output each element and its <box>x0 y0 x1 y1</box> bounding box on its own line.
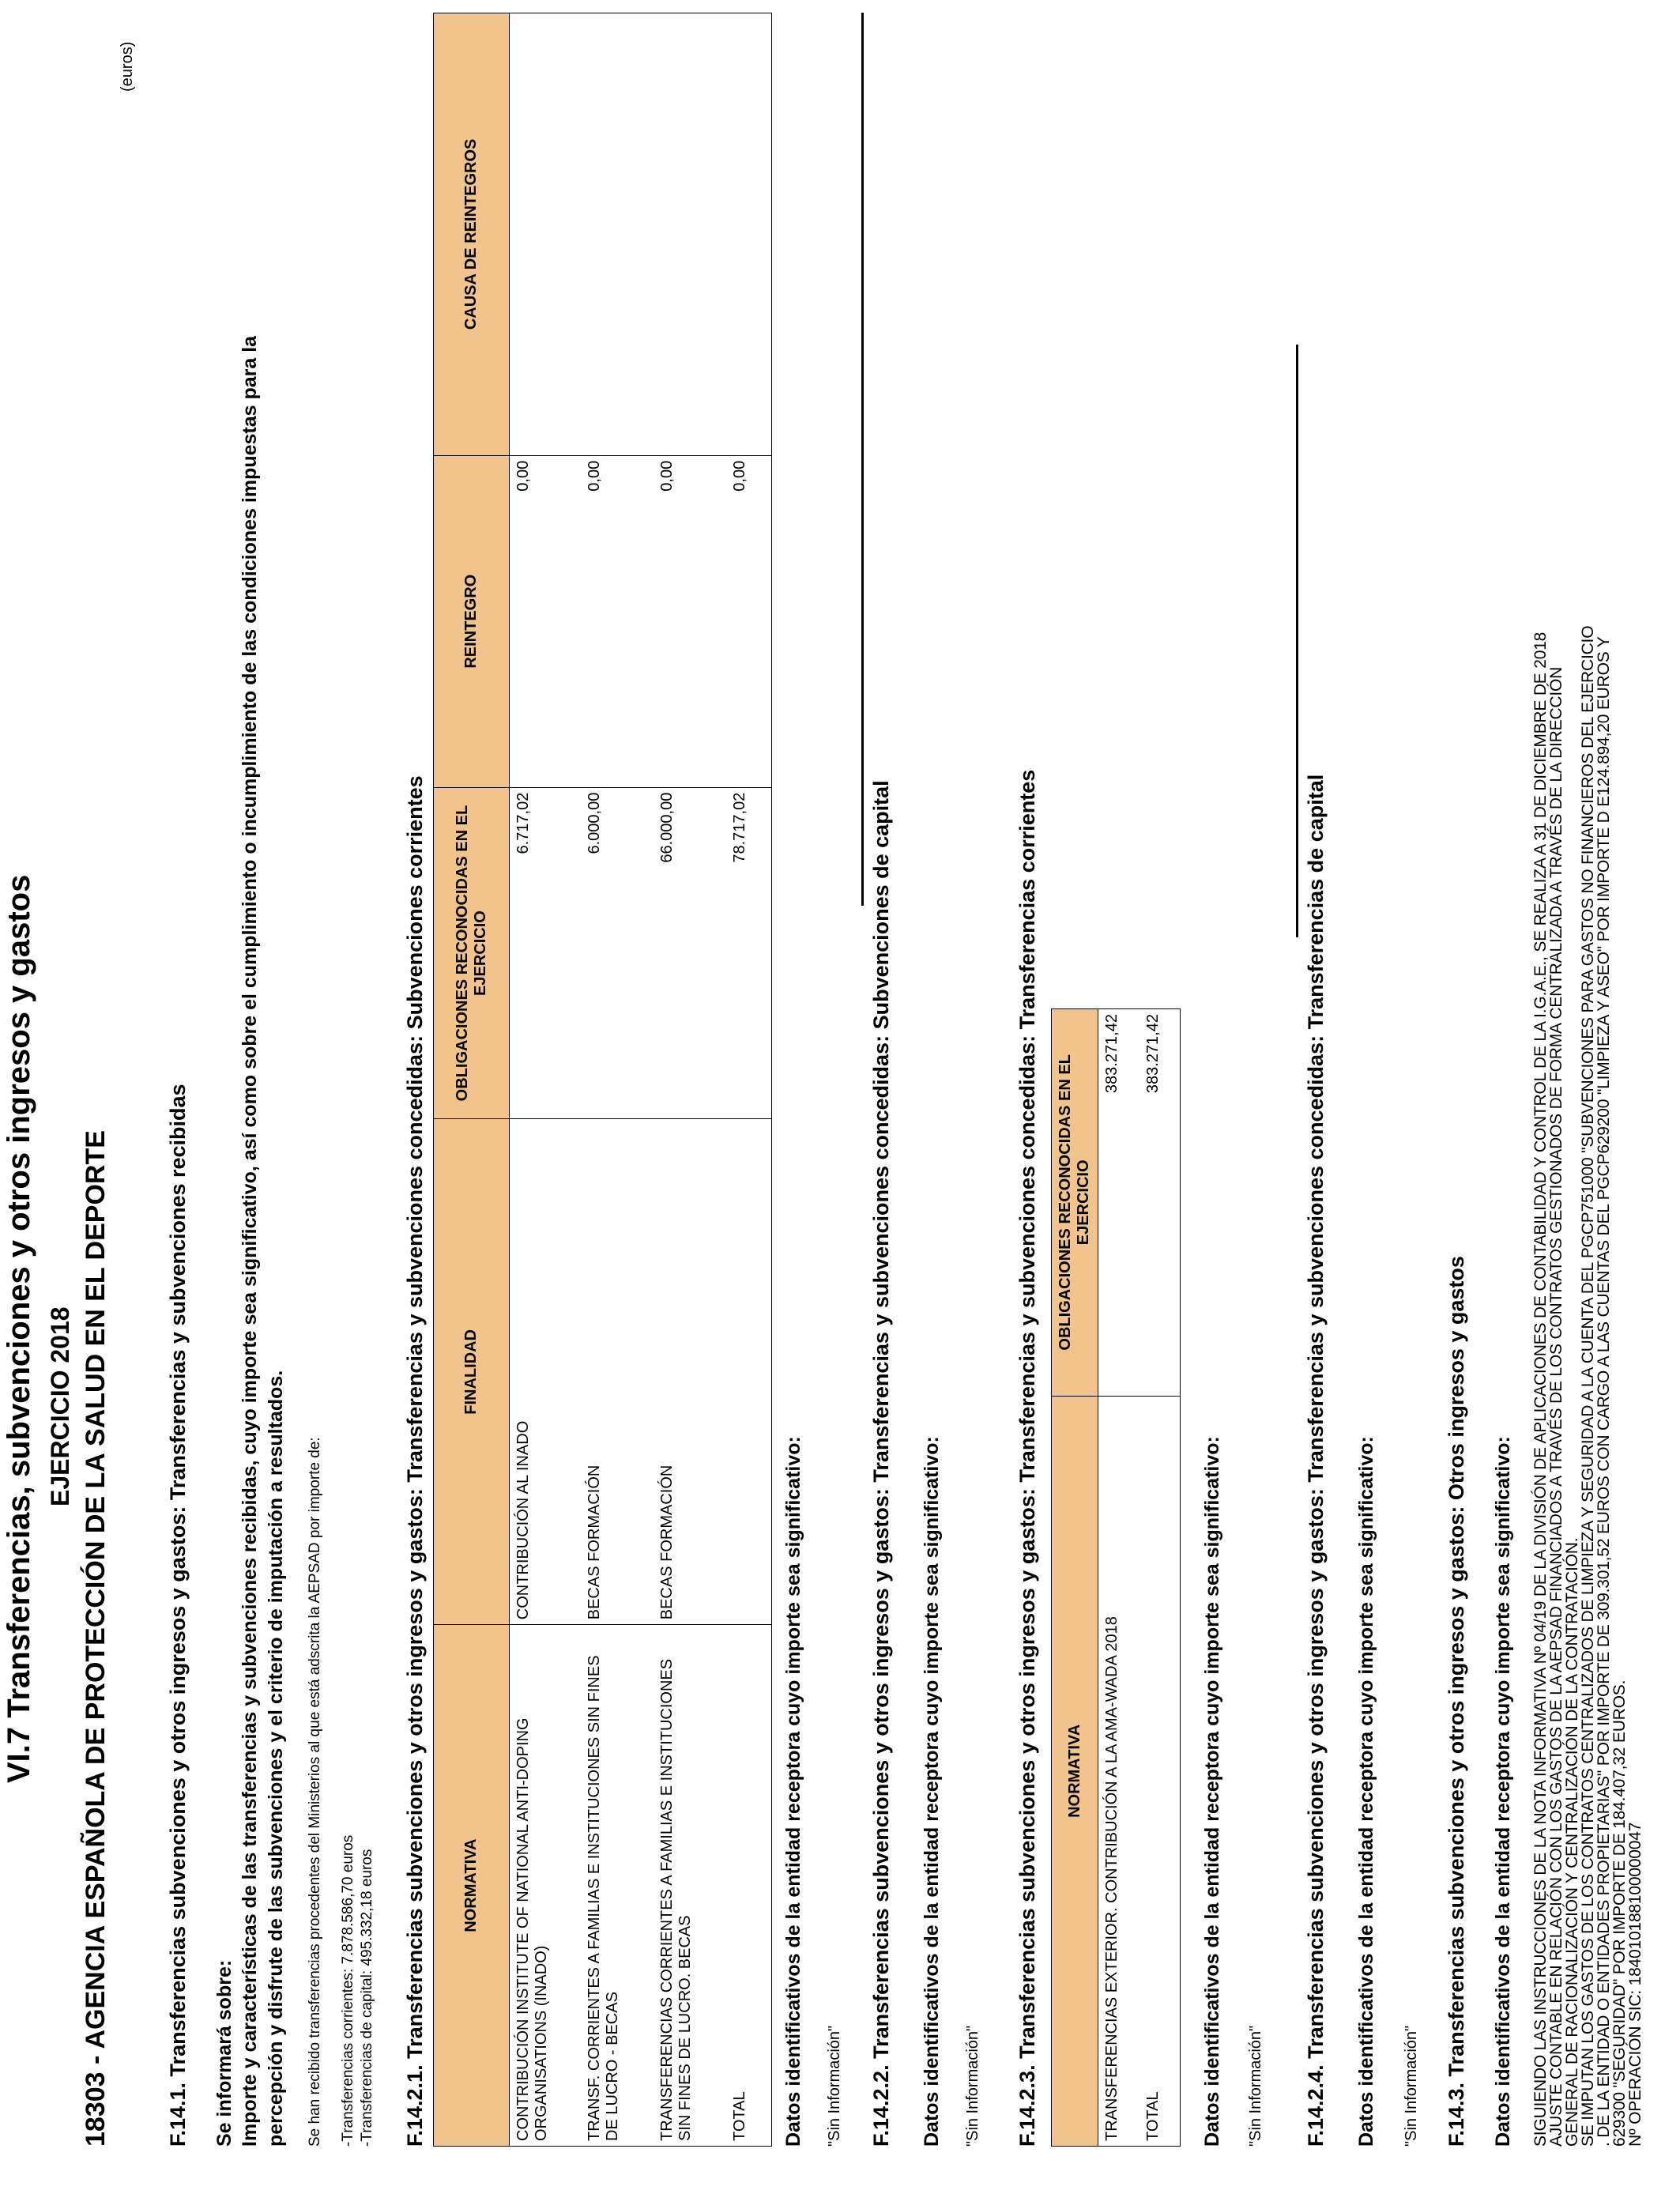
cell-obligaciones: 66.000,00 <box>654 787 726 1119</box>
total-label: TOTAL <box>726 1625 772 2147</box>
total-reintegro: 0,00 <box>726 455 772 787</box>
f1421-header-row <box>434 13 510 2147</box>
f141-heading: F.14.1. Transferencias subvenciones y otros ingresos y gastos: Transferencias y subvenciones recibidas <box>166 1084 190 2147</box>
cell-reintegro: 0,00 <box>654 455 726 787</box>
note-line: . DE LA ENTIDAD O ENTIDADES PROPIETARIAS" POR IMPORTE DE 309.301,52 EUROS CON CARGO A LAS CUENTAS DEL PGCP629200 "LIMPIEZA Y ASEO" POR IMPORTE D E124.894,20 EUROS Y <box>1595 636 1613 2147</box>
f1424-sin-info: "Sin Información" <box>1403 2025 1420 2147</box>
total-causa <box>726 13 772 456</box>
table-row <box>654 13 726 2147</box>
cell-obligaciones: 6.000,00 <box>581 787 654 1119</box>
note-line: GENERAL DE RACIONALIZACIÓN Y CENTRALIZACIÓN DE LA CONTRATACIÓN. <box>1563 1537 1581 2147</box>
f1421-sin-info: "Sin Información" <box>826 2025 843 2147</box>
table-row <box>581 13 654 2147</box>
f141-capital: -Transferencias de capital: 495.332,18 euros <box>359 1849 375 2147</box>
total-row <box>1139 1009 1181 2147</box>
table-row <box>510 13 581 2147</box>
f1421-table <box>433 13 772 2147</box>
f1423-header-row <box>1052 1009 1098 2147</box>
total-finalidad <box>726 1119 772 1625</box>
cell-obligaciones: 383.271,42 <box>1098 1009 1139 1397</box>
col-normativa: NORMATIVA <box>1052 1396 1098 2146</box>
ejercicio-label: EJERCICIO 2018 <box>46 1306 74 1506</box>
cell-causa <box>510 13 581 456</box>
f1422-sin-info: "Sin Información" <box>964 2025 981 2147</box>
col-obligaciones: OBLIGACIONES RECONOCIDAS EN EL EJERCICIO <box>434 787 510 1119</box>
note-line: AJUSTE CONTABLE EN RELACIÓN CON LOS GASTOS DE LA AEPSAD FINANCIADOS A TRAVÉS DE LOS CONTRATOS GESTIONADOS DE FORMA CENTRALIZADA A TRAVÉS DE LA DIRECCIÓN <box>1547 666 1565 2147</box>
divider <box>1296 345 1298 937</box>
f1424-datos-label: Datos identificativos de la entidad receptora cuyo importe sea significativo: <box>1355 1436 1377 2147</box>
f1423-heading: F.14.2.3. Transferencias subvenciones y otros ingresos y gastos: Transferencias y subvenciones concedidas: Transferencias corrientes <box>1015 769 1039 2147</box>
cell-reintegro: 0,00 <box>510 455 581 787</box>
col-causa: CAUSA DE REINTEGROS <box>434 13 510 456</box>
organismo-title: 18303 - AGENCIA ESPAÑOLA DE PROTECCIÓN DE LA SALUD EN EL DEPORTE <box>81 1130 111 2147</box>
note-line: Nº OPERACIÓN SIC: 184010188100000047 <box>1626 1822 1644 2147</box>
f1424-heading: F.14.2.4. Transferencias subvenciones y otros ingresos y gastos: Transferencias y subvenciones concedidas: Transferencias de capital <box>1304 774 1328 2147</box>
cell-obligaciones: 6.717,02 <box>510 787 581 1119</box>
total-obligaciones: 383.271,42 <box>1139 1009 1181 1397</box>
cell-finalidad: BECAS FORMACIÓN <box>581 1119 654 1625</box>
f143-heading: F.14.3. Transferencias subvenciones y otros ingresos y gastos: Otros ingresos y gastos <box>1445 1256 1468 2147</box>
cell-normativa: TRANSFERENCIAS CORRIENTES A FAMILIAS E INSTITUCIONES SIN FINES DE LUCRO. BECAS <box>654 1625 726 2147</box>
page-title: VI.7 Transferencias, subvenciones y otros ingresos y gastos <box>2 874 36 1783</box>
units-label: (euros) <box>119 41 136 92</box>
f1423-datos-label: Datos identificativos de la entidad receptora cuyo importe sea significativo: <box>1201 1436 1223 2147</box>
cell-finalidad: CONTRIBUCIÓN AL INADO <box>510 1119 581 1625</box>
total-row <box>726 13 772 2147</box>
f1422-datos-label: Datos identificativos de la entidad receptora cuyo importe sea significativo: <box>921 1436 943 2147</box>
f1421-heading: F.14.2.1. Transferencias subvenciones y otros ingresos y gastos: Transferencias y subvenciones concedidas: Subvenciones corrientes <box>403 775 427 2147</box>
note-line: 629300 "SEGURIDAD" POR IMPORTE DE 184.407,32 EUROS. <box>1610 1679 1629 2147</box>
f1422-heading: F.14.2.2. Transferencias subvenciones y otros ingresos y gastos: Transferencias y subvenciones concedidas: Subvenciones de capital <box>869 780 893 2147</box>
f1423-table <box>1051 1008 1181 2147</box>
col-obligaciones: OBLIGACIONES RECONOCIDAS EN EL EJERCICIO <box>1052 1009 1098 1397</box>
note-line: SIGUIENDO LAS INSTRUCCIONES DE LA NOTA INFORMATIVA Nº 04/19 DE LA DIVISIÓN DE APLICACIONES DE CONTABILIDAD Y CONTROL DE LA I.G.A.E., SE REALIZA A 31 DE DICIEMBRE DE 2018 <box>1531 631 1550 2147</box>
cell-reintegro: 0,00 <box>581 455 654 787</box>
col-finalidad: FINALIDAD <box>434 1119 510 1625</box>
cell-causa <box>581 13 654 456</box>
cell-causa <box>654 13 726 456</box>
cell-finalidad: BECAS FORMACIÓN <box>654 1119 726 1625</box>
f1421-datos-label: Datos identificativos de la entidad receptora cuyo importe sea significativo: <box>782 1436 804 2147</box>
cell-normativa: TRANSF. CORRIENTES A FAMILIAS E INSTITUCIONES SIN FINES DE LUCRO - BECAS <box>581 1625 654 2147</box>
col-normativa: NORMATIVA <box>434 1625 510 2147</box>
f143-note <box>1533 13 1644 2147</box>
f141-se-informara: Se informará sobre: <box>213 1959 235 2147</box>
divider <box>861 13 864 906</box>
note-line: SE IMPUTAN LOS GASTOS DE LOS CONTRATOS CENTRALIZADOS DE LIMPIEZA Y SEGURIDAD A LA CUENTA DEL PGCP751000 "SUBVENCIONES PARA GASTOS NO FINANCIEROS DEL EJERCICIO <box>1579 625 1597 2147</box>
total-obligaciones: 78.717,02 <box>726 787 772 1119</box>
cell-normativa: TRANSFERENCIAS EXTERIOR. CONTRIBUCIÓN A LA AMA-WADA 2018 <box>1098 1396 1139 2146</box>
f143-datos-label: Datos identificativos de la entidad receptora cuyo importe sea significativo: <box>1492 1436 1514 2147</box>
f141-corrientes: -Transferencias corrientes: 7.878.586,70 euros <box>340 1834 356 2147</box>
f141-importe-text: Importe y características de las transferencias y subvenciones recibidas, cuyo importe sea significativo, así como sobre el cumplimiento o incumplimiento de las condiciones impuestas para la percepción y disfrute de las subvenciones y el criterio de imputación a resultados. <box>239 335 287 2147</box>
total-label: TOTAL <box>1139 1396 1181 2146</box>
cell-normativa: CONTRIBUCIÓN INSTITUTE OF NATIONAL ANTI-DOPING ORGANISATIONS (INADO) <box>510 1625 581 2147</box>
f1423-sin-info: "Sin Información" <box>1247 2025 1264 2147</box>
table-row <box>1098 1009 1139 2147</box>
col-reintegro: REINTEGRO <box>434 455 510 787</box>
f141-received-text: Se han recibido transferencias procedentes del Ministerios al que está adscrita la AEPSAD por importe de: <box>307 1437 323 2147</box>
